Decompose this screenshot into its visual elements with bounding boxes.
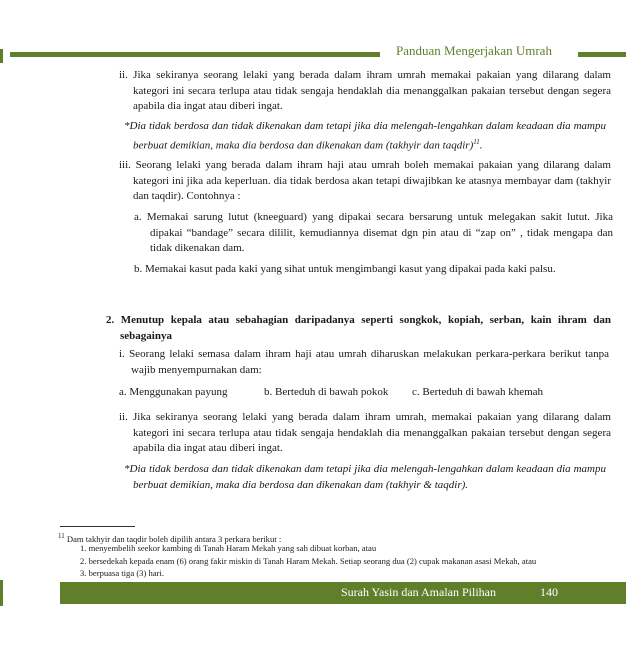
footnote-text: Dam takhyir dan taqdir boleh dipilih antara 3 perkara berikut : — [66, 533, 282, 544]
left-edge-mark-top — [0, 49, 3, 63]
footer-title: Surah Yasin dan Amalan Pilihan — [341, 585, 496, 599]
paragraph-iii: iii. Seorang lelaki yang berada dalam ihram haji atau umrah boleh memakai pakaian yang dilarang dalam kategori ini jika ada keperluan. dia tidak berdosa akan tetapi diwajibkan ke atasnya membayar dam (takhyir dan taqdir). Contohnya : — [119, 159, 611, 202]
item-a-kneeguard: a. Memakai sarung lutut (kneeguard) yang dipakai secara bersarung untuk melegakan sakit lutut. Jika dipakai “bandage” secara dililit, kemudiannya disemat dgn pin atau di “zap on” , tidak mengapa dan tidak dikenakan dam. — [134, 211, 613, 254]
footnote-option-3: 3. berpuasa tiga (3) hari. — [80, 568, 164, 578]
item-b-kasut: b. Memakai kasut pada kaki yang sihat untuk mengimbangi kasut yang dipakai pada kaki palsu. — [134, 263, 556, 275]
footnote-mark: 11 — [473, 137, 480, 146]
paragraph-i: i. Seorang lelaki semasa dalam ihram haji atau umrah diharuskan melakukan perkara-perkara berikut tanpa wajib menyempurnakan dam: — [119, 348, 609, 376]
header-rule-right — [578, 52, 626, 57]
paragraph-ii-2: ii. Jika sekiranya seorang lelaki yang berada dalam ihram umrah, memakai pakaian yang dilarang dalam kategori ini secara terlupa atau tidak sengaja hendaklah dia menanggalkan pakaian tersebut dengan segera apabila dia ingat atau diberi ingat. — [119, 411, 611, 454]
page-number: 140 — [540, 585, 558, 599]
note-1 — [124, 119, 606, 154]
note-1-text: *Dia tidak berdosa dan tidak dikenakan dam tetapi jika dia melengah-lengahkan dalam keadaan dia mampu berbuat demikian, maka dia berdosa dan dikenakan dam (takhyir dan taqdir) — [124, 120, 606, 152]
left-edge-mark-bottom — [0, 580, 3, 606]
header-rule-left — [10, 52, 380, 57]
option-c: c. Berteduh di bawah khemah — [412, 386, 544, 398]
footnote-rule — [60, 526, 135, 527]
heading-2: 2. Menutup kepala atau sebahagian daripadanya seperti songkok, kopiah, serban, kain ihram dan sebagainya — [106, 314, 611, 342]
option-a: a. Menggunakan payung — [119, 386, 228, 398]
paragraph-ii-1: ii. Jika sekiranya seorang lelaki yang berada dalam ihram umrah memakai pakaian yang dilarang dalam kategori ini secara terlupa atau tidak sengaja hendaklah dia menanggalkan pakaian tersebut dengan segera apabila dia ingat atau diberi ingat. — [119, 69, 611, 112]
footnote-option-1: 1. menyembelih seekor kambing di Tanah Haram Mekah yang sah dibuat korban, atau — [80, 543, 377, 553]
header-title: Panduan Mengerjakan Umrah — [396, 43, 552, 58]
footnote-number: 11 — [58, 532, 65, 540]
option-b: b. Berteduh di bawah pokok — [264, 386, 389, 398]
note-2: *Dia tidak berdosa dan tidak dikenakan dam tetapi jika dia melengah-lengahkan dalam keadaan dia mampu berbuat demikian, maka dia berdosa dan dikenakan dam (takhyir & taqdir). — [124, 463, 606, 491]
footnote-option-2: 2. bersedekah kepada enam (6) orang fakir miskin di Tanah Haram Mekah. Setiap seorang dua (2) cupak makanan asasi Mekah, atau — [80, 556, 537, 566]
note-1-end: . — [479, 139, 483, 152]
